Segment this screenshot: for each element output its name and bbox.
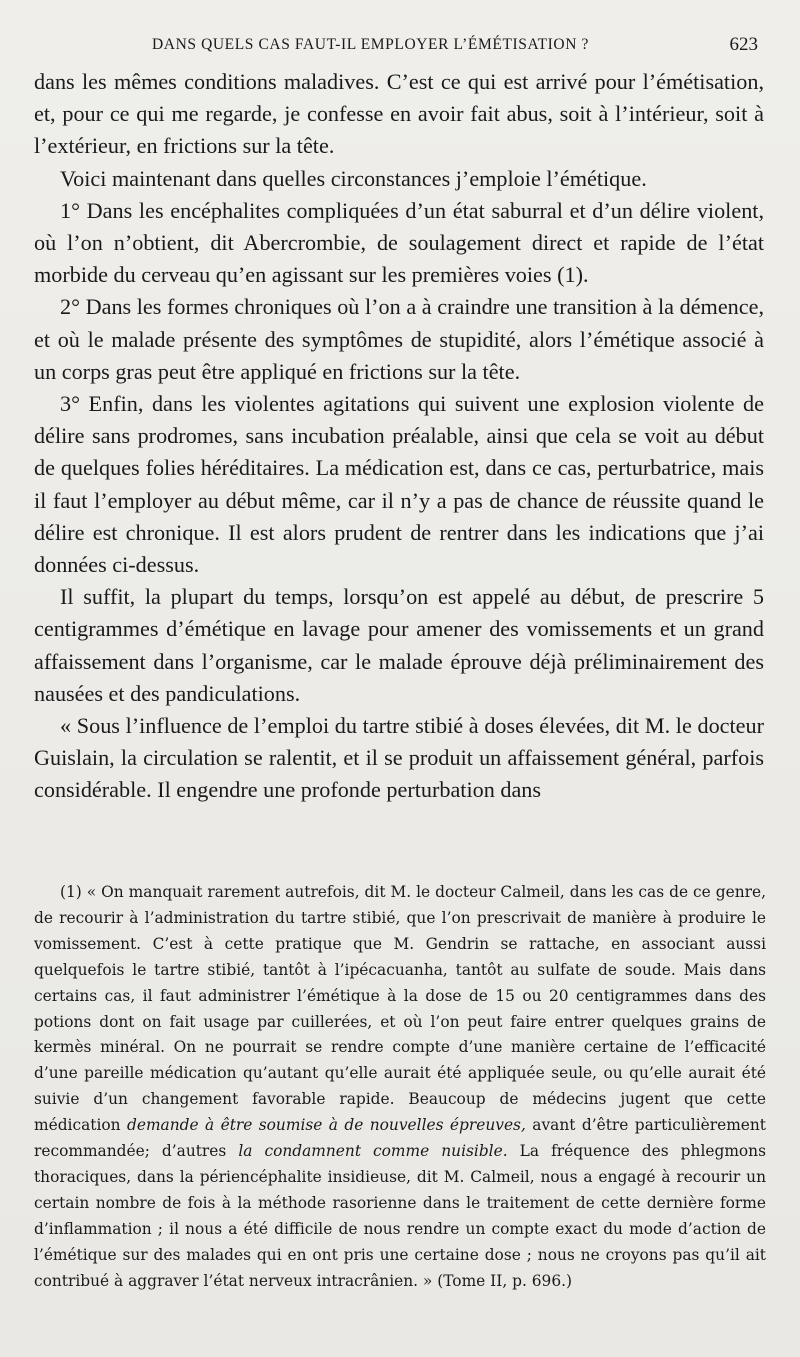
- running-title: DANS QUELS CAS FAUT-IL EMPLOYER L’ÉMÉTISATION ?: [152, 36, 589, 53]
- page-number: 623: [729, 34, 758, 55]
- paragraph-dosage: Il suffit, la plupart du temps, lorsqu’on est appelé au début, de prescrire 5 centigrammes d’émétique en lavage pour amener des vomissements et un grand affaissement dans l’organisme, car le malade éprouve déjà préliminairement des nausées et des pandiculations.: [34, 584, 764, 706]
- footnote-text-part-3: La fréquence des phlegmons thoraciques, dans la périencéphalite insidieuse, dit M. Calmeil, nous a engagé à recourir un certain nombre de fois à la méthode rasorienne dans le traitement de cette dernière forme d’inflammation ; il nous a été difficile de nous rendre un compte exact du mode d’action de l’émétique sur des malades qui en ont pris une certaine dose ; nous ne croyons pas qu’il ait contribué à aggraver l’état nerveux intracrânien. » (Tome II, p. 696.): [34, 1142, 766, 1290]
- running-head: [34, 30, 764, 66]
- footnote-1: [34, 880, 766, 1295]
- footnote-block: [34, 880, 766, 1295]
- footnote-italic-1: demande à être soumise à de nouvelles épreuves,: [126, 1116, 526, 1135]
- footnote-italic-2: la condamnent comme nuisible.: [238, 1142, 508, 1161]
- paragraph-case-3: 3° Enfin, dans les violentes agitations qui suivent une explosion violente de délire sans prodromes, sans incubation préalable, ainsi que cela se voit au début de quelques folies héréditaires. La médication est, dans ce cas, perturbatrice, mais il faut l’employer au début même, car il n’y a pas de chance de réussite quand le délire est chronique. Il est alors prudent de rentrer dans les indications que j’ai données ci-dessus.: [34, 391, 764, 578]
- paragraph-intro: Voici maintenant dans quelles circonstances j’emploie l’émétique.: [60, 165, 647, 191]
- footnote-text-part-2: avant d’être particulièrement recommandée; d’autres: [34, 1116, 766, 1161]
- paragraph-quote-guislain: « Sous l’influence de l’emploi du tartre stibié à doses élevées, dit M. le docteur Guislain, la circulation se ralentit, et il se produit un affaissement général, parfois considérable. Il engendre une profonde perturbation dans: [34, 713, 764, 803]
- paragraph-continuation: dans les mêmes conditions maladives. C’est ce qui est arrivé pour l’émétisation, et, pour ce qui me regarde, je confesse en avoir fait abus, soit à l’intérieur, soit à l’extérieur, en frictions sur la tête.: [34, 69, 764, 159]
- footnote-text-part-1: (1) « On manquait rarement autrefois, dit M. le docteur Calmeil, dans les cas de ce genre, de recourir à l’administration du tartre stibié, que l’on prescrivait de manière à produire le vomissement. C’est à cette pratique que M. Gendrin se rattache, en associant aussi quelquefois le tartre stibié, tantôt à l’ipécacuanha, tantôt au sulfate de soude. Mais dans certains cas, il faut administrer l’émétique à la dose de 15 ou 20 centigrammes dans des potions dont on fait usage par cuillerées, et où l’on peut faire entrer quelques grains de kermès minéral. On ne pourrait se rendre compte d’une manière certaine de l’efficacité d’une pareille médication qu’autant qu’elle aurait été appliquée seule, ou qu’elle aurait été suivie d’un changement favorable rapide. Beaucoup de médecins jugent que cette médication: [34, 883, 766, 1135]
- main-text: [34, 66, 764, 807]
- paragraph-case-2: 2° Dans les formes chroniques où l’on a à craindre une transition à la démence, et où le malade présente des symptômes de stupidité, alors l’émétique associé à un corps gras peut être appliqué en frictions sur la tête.: [34, 294, 764, 384]
- paragraph-case-1: 1° Dans les encéphalites compliquées d’un état saburral et d’un délire violent, où l’on n’obtient, dit Abercrombie, de soulagement direct et rapide de l’état morbide du cerveau qu’en agissant sur les premières voies (1).: [34, 197, 764, 288]
